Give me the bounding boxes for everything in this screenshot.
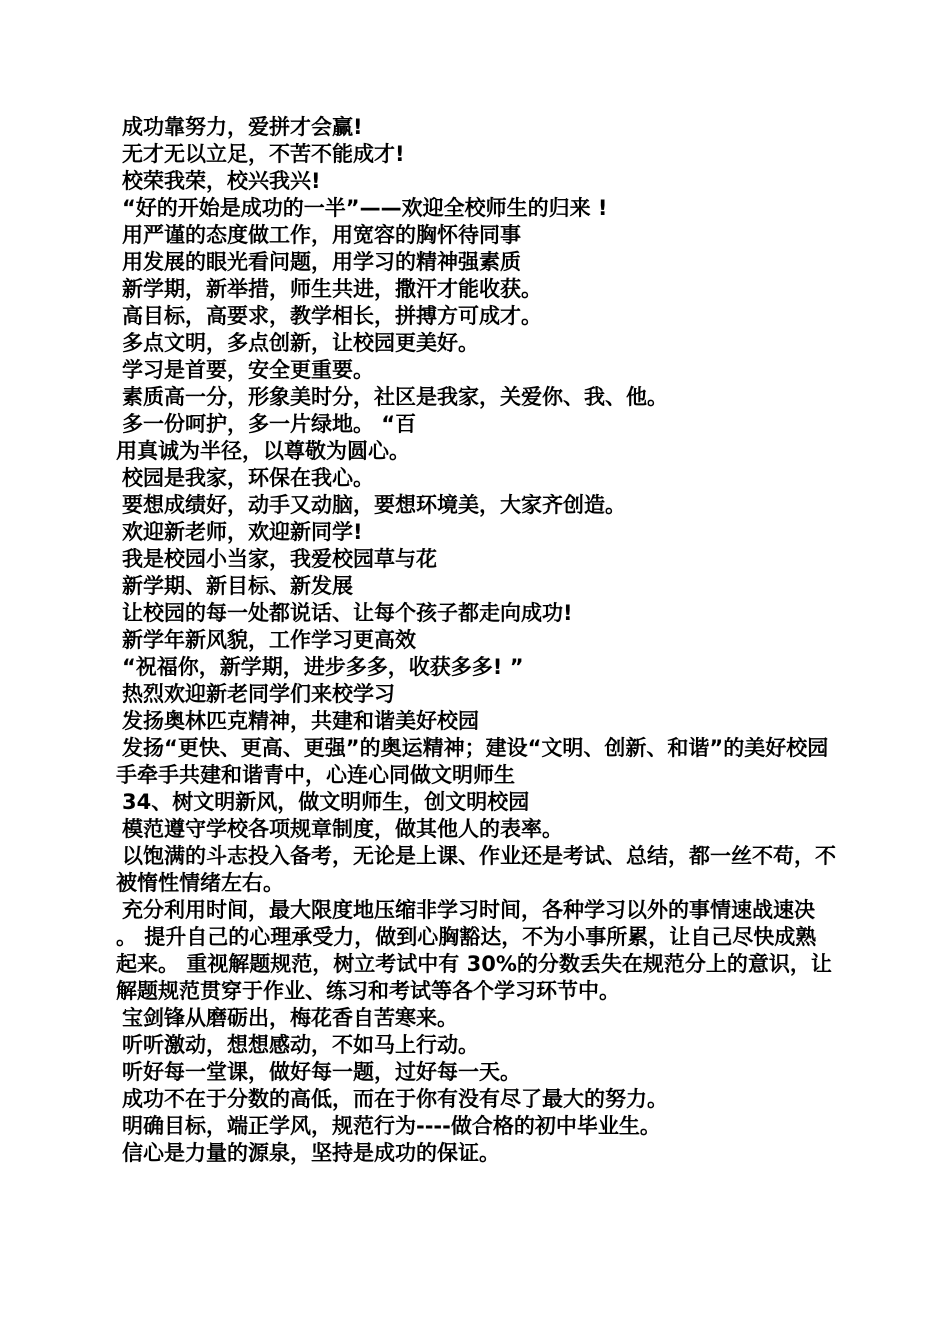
slogan-line: 听听激动，想想感动，不如马上行动。 [122, 1033, 479, 1057]
slogan-line: 无才无以立足，不苦不能成才! [122, 142, 405, 166]
slogan-line: 多点文明，多点创新，让校园更美好。 [122, 331, 479, 355]
slogan-line: 听好每一堂课，做好每一题，过好每一天。 [122, 1060, 521, 1084]
slogan-line: 欢迎新老师，欢迎新同学! [122, 520, 363, 544]
slogan-line: 要想成绩好，动手又动脑，要想环境美，大家齐创造。 [122, 493, 626, 517]
slogan-line: 校园是我家，环保在我心。 [122, 466, 374, 490]
slogan-line: 用真诚为半径，以尊敬为圆心。 [116, 439, 410, 463]
slogan-line: 热烈欢迎新老同学们来校学习 [122, 682, 395, 706]
slogan-line: 信心是力量的源泉，坚持是成功的保证。 [122, 1141, 500, 1165]
slogan-line: 成功靠努力，爱拼才会赢! [122, 115, 363, 139]
slogan-line: 34、树文明新风，做文明师生，创文明校园 [122, 790, 530, 814]
slogan-paragraph: 充分利用时间，最大限度地压缩非学习时间，各种学习以外的事情速战速决 。 提升自己的心理承受力，做到心胸豁达，不为小事所累，让自己尽快成熟起来。 重视解题规范，树立考试中有 30%的分数丢失在规范分上的意识，让解题规范贯穿于作业、练习和考试等各个学习环节中。 [116, 898, 832, 1003]
slogan-line: 让校园的每一处都说话、让每个孩子都走向成功! [122, 601, 573, 625]
slogan-line: “祝福你，新学期，进步多多，收获多多! ” [122, 655, 524, 679]
slogan-line: 校荣我荣，校兴我兴! [122, 169, 321, 193]
slogan-line: 学习是首要，安全更重要。 [122, 358, 374, 382]
slogan-line: 新学年新风貌，工作学习更高效 [122, 628, 416, 652]
slogan-line: 明确目标，端正学风，规范行为----做合格的初中毕业生。 [122, 1114, 661, 1138]
slogan-line: “好的开始是成功的一半”——欢迎全校师生的归来 ! [122, 196, 608, 220]
slogan-list [116, 114, 836, 1167]
slogan-line: 宝剑锋从磨砺出，梅花香自苦寒来。 [122, 1006, 458, 1030]
slogan-line: 新学期、新目标、新发展 [122, 574, 353, 598]
slogan-paragraph: 发扬“更快、更高、更强”的奥运精神；建设“文明、创新、和谐”的美好校园 手牵手共建和谐青中，心连心同做文明师生 [116, 736, 829, 787]
slogan-line: 成功不在于分数的高低，而在于你有没有尽了最大的努力。 [122, 1087, 668, 1111]
slogan-line: 新学期，新举措，师生共进，撒汗才能收获。 [122, 277, 542, 301]
slogan-line: 多一份呵护，多一片绿地。 “百 [122, 412, 417, 436]
slogan-line: 高目标，高要求，教学相长，拼搏方可成才。 [122, 304, 542, 328]
slogan-line: 模范遵守学校各项规章制度，做其他人的表率。 [122, 817, 563, 841]
slogan-paragraph: 以饱满的斗志投入备考，无论是上课、作业还是考试、总结，都一丝不苟，不被惰性情绪左右。 [116, 844, 836, 895]
slogan-line: 用严谨的态度做工作，用宽容的胸怀待同事 [122, 223, 521, 247]
slogan-line: 发扬奥林匹克精神，共建和谐美好校园 [122, 709, 479, 733]
slogan-line: 我是校园小当家，我爱校园草与花 [122, 547, 437, 571]
slogan-line: 素质高一分，形象美时分，社区是我家，关爱你、我、他。 [122, 385, 668, 409]
slogan-line: 用发展的眼光看问题，用学习的精神强素质 [122, 250, 521, 274]
